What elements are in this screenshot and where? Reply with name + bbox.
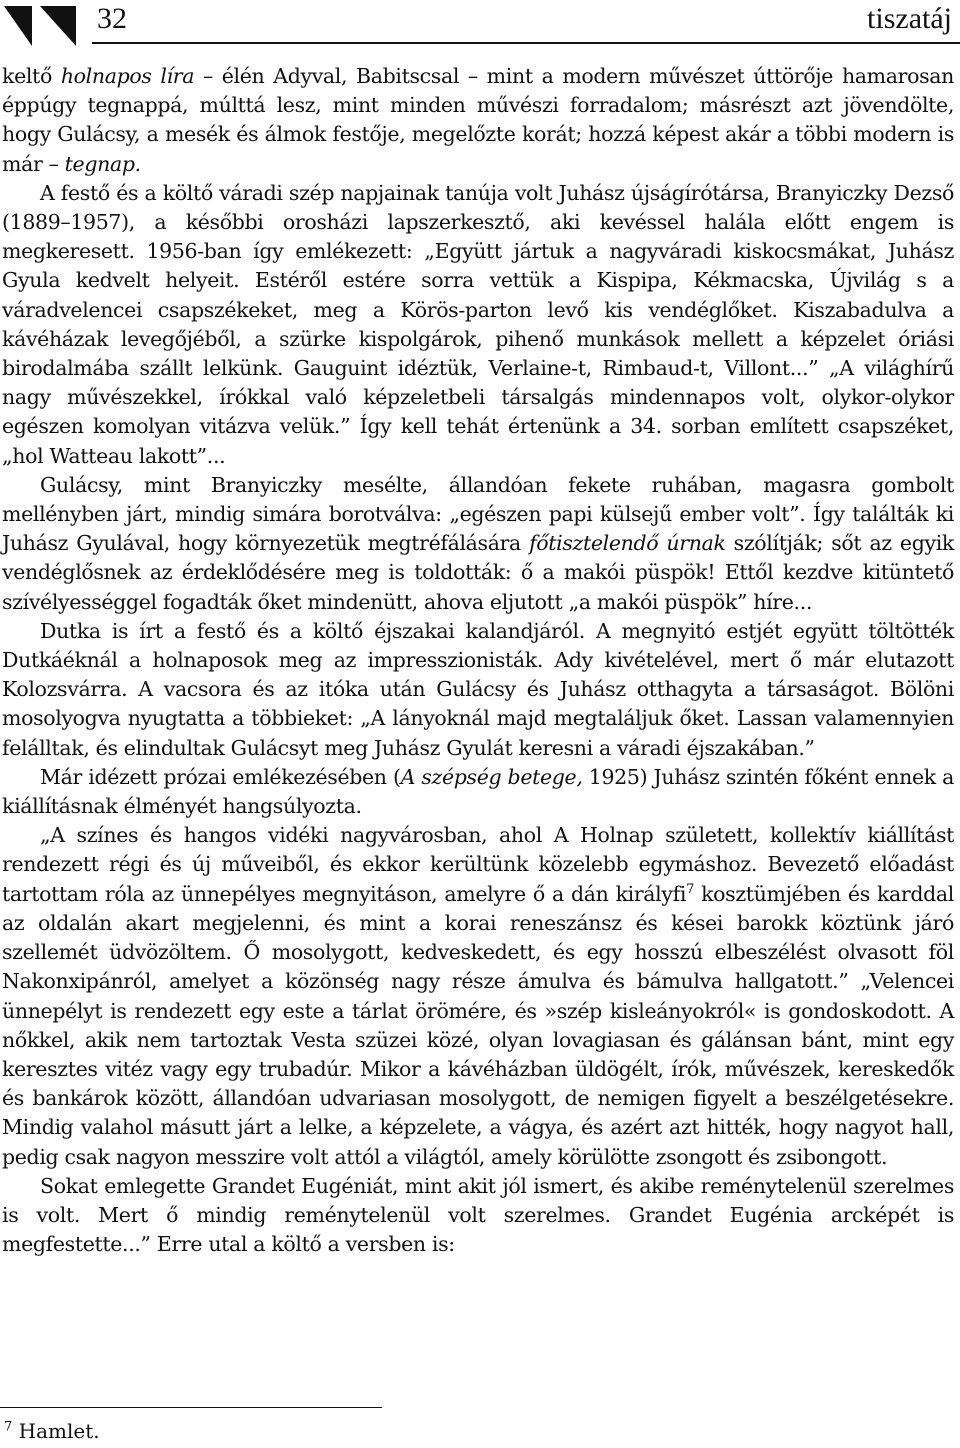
text-run: Dutka is írt a festő és a költő éjszakai kalandjáról. A megnyitó estjét együtt töltötték Dutkáéknál a holnaposok meg az impresszionisták. Ady kivételével, mert ő már elutazott Kolozsvárra. A vacsora és az itóka után Gulácsy és Juhász otthagyta a társaságot. Bölöni mosolyogva nyugtatta a többieket: „A lányoknál majd megtaláljuk őket. Lassan valamennyien felálltak, és elindultak Gulácsyt meg Juhász Gyulát keresni a váradi éjszakában.”: [2, 618, 954, 760]
text-run: A festő és a költő váradi szép napjainak tanúja volt Juhász újságírótársa, Branyiczky Dezső (1889–1957), a későbbi orosházi lapszerkesztő, aki kevéssel halála előtt engem is megkeresett. 1956-ban így emlékezett: „Együtt jártuk a nagyváradi kiskocsmákat, Juhász Gyula kedvelt helyeit. Estéről estére sorra vettük a Kispipa, Kékmacska, Újvilág s a váradvelencei csapszékeket, meg a Körös-parton levő kis vendéglőket. Kiszabadulva a kávéházak levegőjéből, a szürke kispolgárok, pihenő munkások mellett a képzelet óriási birodalmába szállt lelkünk. Gauguint idéztük, Verlaine-t, Rimbaud-t, Villont...” „A világhírű nagy művészekkel, írókkal való képzeletbeli társalgás mindennapos volt, olykor-olykor egészen komolyan vitázva velük.” Így kell tehát értenünk a 34. sorban említett csapszéket, „hol Watteau lakott”...: [2, 180, 954, 468]
paragraph: [2, 1172, 954, 1260]
footnote-mark: 7: [4, 1419, 13, 1435]
footnote-reference: 7: [686, 881, 694, 897]
paragraph: [2, 821, 954, 1171]
page-number: 32: [97, 2, 127, 35]
article-body: [2, 62, 954, 1259]
paragraph: [2, 471, 954, 617]
footnote-rule: [0, 1407, 382, 1408]
text-run: 1925) Juhász szintén főként ennek a kiállításnak élményét hangsúlyozta.: [2, 764, 954, 819]
italic-text: főtisztelendő úrnak: [529, 531, 726, 556]
header-rule: [92, 42, 960, 44]
text-run: szólítják; sőt az egyik vendéglősnek az érdeklődésére meg is toldották: ő a makói püspök! Ettől kezdve kitüntető szívélyességgel fogadták őket mindenütt, ahova eljutott „a makói püspök” híre...: [2, 531, 954, 614]
paragraph: [2, 763, 954, 821]
text-run: Sokat emlegette Grandet Eugéniát, mint akit jól ismert, és akibe reménytelenül szerelmes is volt. Mert ő mindig reménytelenül volt szerelmes. Grandet Eugénia arcképét is megfestette...” Erre utal a költő a versben is:: [2, 1173, 954, 1257]
paragraph: [2, 62, 954, 179]
text-run: – élén Adyval, Babitscsal – mint a modern művészet úttörője hamarosan éppúgy tegnappá, múlttá lesz, mint minden művészi forradalom; másrészt azt jövendölte, hogy Gulácsy, a mesék és álmok festője, megelőzte korát; hozzá képest akár a többi modern is már –: [2, 64, 954, 176]
footnote-text: Hamlet.: [18, 1419, 100, 1443]
text-run: „A színes és hangos vidéki nagyvárosban, ahol A Holnap született, kollektív kiállítást rendezett régi és új műveiből, és ekkor kerültünk közelebb egymáshoz. Bevezető előadást tartottam róla az ünnepélyes megnyitáson, amelyre ő a dán királyfi: [2, 823, 954, 906]
text-run: Gulácsy, mint Branyiczky mesélte, állandóan fekete ruhában, magasra gombolt mellényben járt, mindig simára borotválva: „egészen papi külsejű ember volt”. Így találták ki Juhász Gyulával, hogy környezetük megtréfálására: [2, 472, 954, 556]
paragraph: [2, 179, 954, 471]
journal-logo-icon: [4, 6, 80, 46]
italic-text: tegnap.: [64, 151, 141, 176]
page-header: [0, 0, 960, 50]
text-run: keltő: [2, 64, 61, 88]
italic-text: holnapos líra: [60, 64, 195, 88]
italic-text: A szépség betege,: [400, 764, 583, 789]
footnote: [4, 1418, 100, 1444]
paragraph: [2, 617, 954, 763]
text-run: kosztümjében és karddal az oldalán akart megjelenni, és mint a korai reneszánsz és kései barokk köztünk járó szellemét üdvözöltem. Ő mosolygott, kedveskedett, és egy hosszú elbeszélést olvasott föl Nakonxipánról, amelyet a közönség nagy része ámulva és bámulva hallgatott.” „Velencei ünnepélyt is rendezett egy este a tárlat örömére, és »szép kisleányokról« is gondoskodott. A nőkkel, akik nem tartoztak Vesta szüzei közé, olyan lovagiasan és gálánsan bánt, mint egy keresztes vitéz vagy egy trubadúr. Mikor a kávéházban üldögélt, írók, művészek, kereskedők és bankárok között, állandóan udvariasan mosolygott, de nemigen figyelt a beszélgetésekre. Mindig valahol másutt járt a lelke, a képzelete, a vágya, és azért azt hitték, hogy nagyot hall, pedig csak nagyon messzire volt attól a világtól, amely körülötte zsongott és zsibongott.: [2, 881, 954, 1169]
journal-name: tiszatáj: [867, 2, 952, 35]
text-run: Már idézett prózai emlékezésében (: [40, 764, 401, 789]
